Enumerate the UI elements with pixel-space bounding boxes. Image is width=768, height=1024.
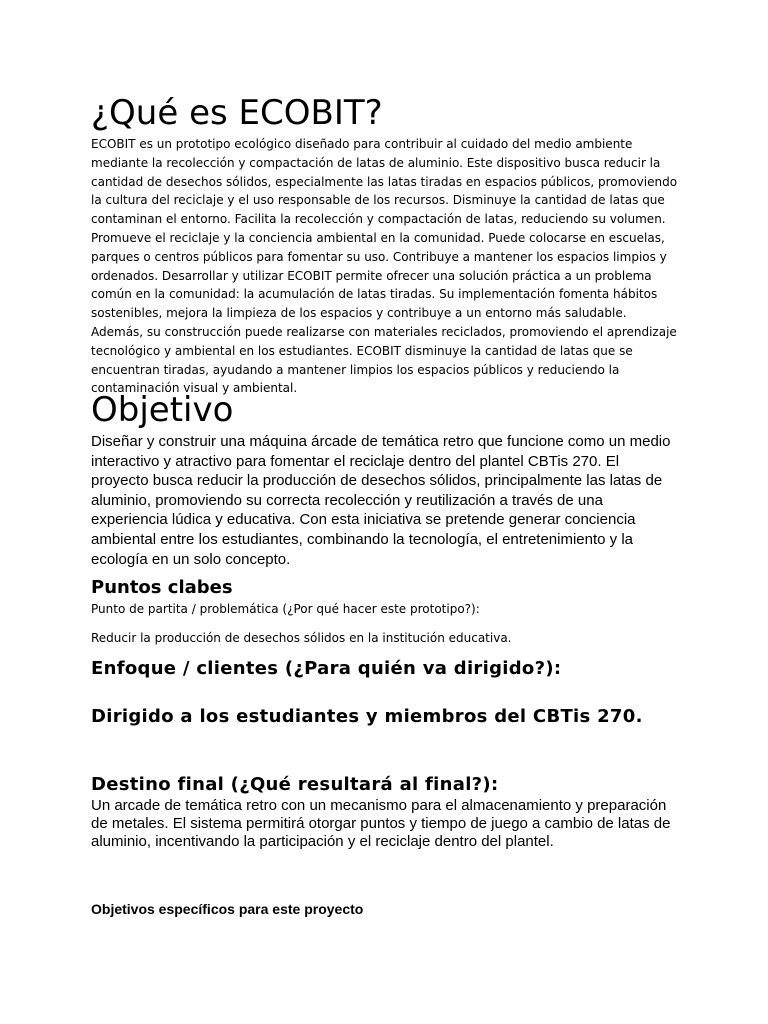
heading-objetivo: Objetivo (91, 390, 234, 430)
heading-destino-final: Destino final (¿Qué resultará al final?): (91, 774, 499, 795)
heading-puntos-clabes: Puntos clabes (91, 577, 233, 598)
heading-enfoque-clientes: Enfoque / clientes (¿Para quién va dirigido?): (91, 658, 562, 679)
problem-answer: Reducir la producción de desechos sólidos en la institución educativa. (91, 631, 512, 645)
heading-objetivos-especificos: Objetivos específicos para este proyecto (91, 901, 364, 917)
objetivo-description: Diseñar y construir una máquina árcade de temática retro que funcione como un medio interactivo y atractivo para fomentar el reciclaje dentro del plantel CBTis 270. El proyecto busca reducir la producción de desechos sólidos, principalmente las latas de aluminio, promoviendo su correcta recolección y reutilización a través de una experiencia lúdica y educativa. Con esta iniciativa se pretende generar conciencia ambiental entre los estudiantes, combinando la tecnología, el entretenimiento y la ecología en un solo concepto. (91, 433, 671, 568)
problem-label: Punto de partita / problemática (¿Por qué hacer este prototipo?): (91, 602, 480, 616)
ecobit-description: ECOBIT es un prototipo ecológico diseñado para contribuir al cuidado del medio ambiente mediante la recolección y compactación de latas de aluminio. Este dispositivo busca reducir la cantidad de desechos sólidos, especialmente las latas tiradas en espacios públicos, promoviendo la cultura del reciclaje y el uso responsable de los recursos. Disminuye la cantidad de latas que contaminan el entorno. Facilita la recolección y compactación de latas, reduciendo su volumen. Promueve el reciclaje y la conciencia ambiental en la comunidad. Puede colocarse en escuelas, parques o centros públicos para fomentar su uso. Contribuye a mantener los espacios limpios y ordenados. Desarrollar y utilizar ECOBIT permite ofrecer una solución práctica a un problema común en la comunidad: la acumulación de latas tiradas. Su implementación fomenta hábitos sostenibles, mejora la limpieza de los espacios y contribuye a un entorno más saludable. Además, su construcción puede realizarse con materiales reciclados, promoviendo el aprendizaje tecnológico y ambiental en los estudiantes. ECOBIT disminuye la cantidad de latas que se encuentran tiradas, ayudando a mantener limpios los espacios públicos y reduciendo la contaminación visual y ambiental. (91, 137, 678, 396)
destino-description: Un arcade de temática retro con un mecanismo para el almacenamiento y preparación de metales. El sistema permitirá otorgar puntos y tiempo de juego a cambio de latas de aluminio, incentivando la participación y el reciclaje dentro del plantel. (91, 797, 671, 850)
heading-que-es-ecobit: ¿Qué es ECOBIT? (91, 93, 383, 133)
enfoque-answer: Dirigido a los estudiantes y miembros del CBTis 270. (91, 706, 643, 727)
